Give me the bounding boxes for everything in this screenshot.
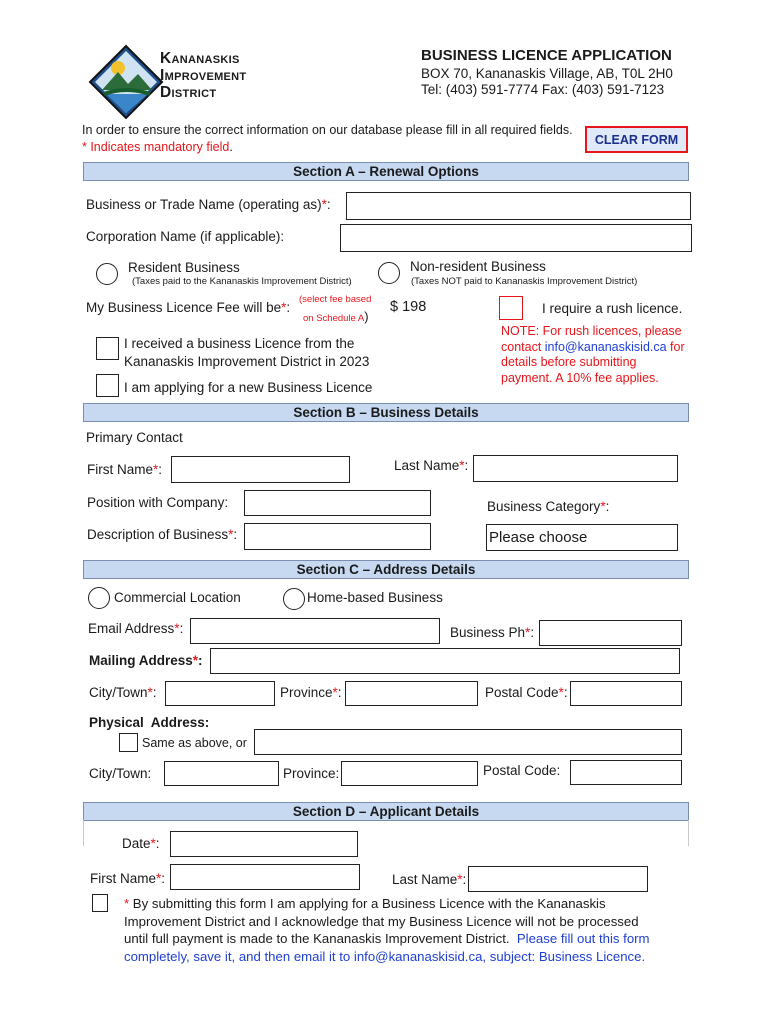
received-licence-checkbox[interactable] [96, 337, 119, 360]
required-asterisk: * [459, 458, 465, 473]
applicant-last-name-label-text: Last Name [392, 872, 458, 887]
date-label: Date*: [122, 836, 160, 851]
last-name-label: Last Name*: [394, 458, 469, 473]
fee-note-2: on Schedule A) [303, 309, 369, 324]
received-licence-label [124, 335, 369, 371]
fee-value: $ 198 [390, 299, 427, 315]
rush-note-line-1: NOTE: For rush licences, please [501, 324, 682, 338]
section-a-header: Section A – Renewal Options [83, 162, 689, 181]
postal-code-label: Postal Code*: [485, 685, 568, 700]
applicant-last-name-input[interactable] [468, 866, 648, 892]
required-asterisk: * [525, 625, 531, 640]
province-label-text: Province [280, 685, 333, 700]
home-based-label: Home-based Business [307, 590, 443, 605]
fee-label-text: My Business Licence Fee will be [86, 300, 282, 315]
section-d-header: Section D – Applicant Details [83, 802, 689, 821]
commercial-radio[interactable] [88, 587, 110, 609]
rush-note-email-link[interactable]: info@kananaskisid.ca [544, 339, 667, 354]
rush-note-line-3: details before submitting [501, 355, 637, 369]
position-label: Position with Company: [87, 495, 229, 510]
required-asterisk: * [600, 499, 606, 514]
category-label-text: Business Category [487, 499, 601, 514]
province-input[interactable] [345, 681, 478, 706]
email-label: Email Address*: [88, 621, 184, 636]
description-label: Description of Business*: [87, 527, 238, 542]
city-input[interactable] [165, 681, 275, 706]
first-name-label: First Name*: [87, 462, 163, 477]
postal-code-input[interactable] [570, 681, 682, 706]
business-name-input[interactable] [346, 192, 691, 220]
postal-code2-label: Postal Code: [483, 763, 561, 778]
mandatory-note-dot: . [229, 140, 233, 154]
declaration-line-2: Improvement District and I acknowledge that my Business Licence will not be processed [124, 913, 639, 929]
nonresident-label: Non-resident Business [410, 259, 546, 274]
corp-name-input[interactable] [340, 224, 692, 252]
category-label: Business Category*: [487, 499, 610, 514]
commercial-label: Commercial Location [114, 590, 241, 605]
resident-label: Resident Business [128, 260, 240, 275]
business-category-value: Please choose [489, 529, 588, 546]
first-name-input[interactable] [171, 456, 350, 483]
nonresident-note: (Taxes NOT paid to Kananaskis Improvement District) [411, 276, 638, 287]
first-name-label-text: First Name [87, 462, 154, 477]
postal-code2-input[interactable] [570, 760, 682, 785]
resident-note: (Taxes paid to the Kananaskis Improvement District) [132, 276, 352, 287]
received-licence-line-1: I received a business Licence from the [124, 336, 355, 351]
required-asterisk: * [332, 685, 338, 700]
declaration-text [124, 895, 650, 965]
corp-name-label: Corporation Name (if applicable): [86, 229, 285, 244]
last-name-input[interactable] [473, 455, 678, 482]
form-title: BUSINESS LICENCE APPLICATION [421, 47, 672, 64]
business-category-select[interactable] [486, 524, 678, 551]
applicant-last-name-label: Last Name*: [392, 872, 467, 887]
new-licence-checkbox[interactable] [96, 374, 119, 397]
province2-label: Province: [283, 766, 340, 781]
mailing-address-label-text: Mailing Address [89, 653, 193, 668]
logo [88, 44, 270, 120]
header-address: BOX 70, Kananaskis Village, AB, T0L 2H0 [421, 66, 673, 81]
required-asterisk: * [558, 685, 564, 700]
declaration-line-1-text: By submitting this form I am applying for a Business Licence with the Kananaskis [132, 896, 606, 911]
new-licence-label: I am applying for a new Business Licence [124, 380, 373, 395]
resident-radio[interactable] [96, 263, 118, 285]
city2-label: City/Town: [89, 766, 152, 781]
description-label-text: Description of Business [87, 527, 229, 542]
section-c-header: Section C – Address Details [83, 560, 689, 579]
same-as-above-label: Same as above, or [142, 736, 247, 750]
province-label: Province*: [280, 685, 342, 700]
clear-form-button[interactable]: CLEAR FORM [585, 126, 688, 153]
city-label-text: City/Town [89, 685, 148, 700]
declaration-line-3 [124, 930, 650, 948]
rush-checkbox[interactable] [499, 296, 523, 320]
mailing-address-input[interactable] [210, 648, 680, 674]
mandatory-note [82, 140, 233, 154]
description-input[interactable] [244, 523, 431, 550]
rush-note-contact: contact [501, 339, 545, 354]
city2-input[interactable] [164, 761, 279, 786]
same-as-above-checkbox[interactable] [119, 733, 138, 752]
physical-address-label: Physical Address: [89, 715, 210, 730]
business-phone-label: Business Ph*: [450, 625, 535, 640]
email-input[interactable] [190, 618, 440, 644]
business-phone-label-text: Business Ph [450, 625, 526, 640]
applicant-first-name-input[interactable] [170, 864, 360, 890]
logo-line-3: District [160, 84, 217, 101]
rush-note-for: for [666, 339, 685, 354]
rush-note-line-4: payment. A 10% fee applies. [501, 370, 659, 385]
required-asterisk: * [156, 871, 162, 886]
instruction-line-3: Please fill out this form [516, 931, 650, 946]
logo-text [160, 50, 246, 101]
position-input[interactable] [244, 490, 431, 516]
fee-note-2-text: on Schedule A [303, 313, 365, 324]
physical-address-input[interactable] [254, 729, 682, 755]
date-label-text: Date [122, 836, 151, 851]
mandatory-note-text: * Indicates mandatory field [82, 140, 230, 154]
email-label-text: Email Address [88, 621, 175, 636]
required-asterisk: * [192, 653, 199, 668]
required-asterisk: * [153, 462, 159, 477]
logo-line-2: Improvement [160, 67, 247, 84]
required-asterisk: * [174, 621, 180, 636]
date-input[interactable] [170, 831, 358, 857]
logo-diamond-icon [88, 44, 164, 120]
required-asterisk: * [147, 685, 153, 700]
business-name-label-text: Business or Trade Name (operating as) [86, 197, 322, 212]
business-name-label: Business or Trade Name (operating as)*: [86, 197, 331, 212]
rush-note-line-2 [501, 340, 685, 356]
header-phone: Tel: (403) 591-7774 Fax: (403) 591-7123 [421, 82, 665, 97]
required-asterisk: * [124, 896, 133, 911]
received-licence-line-2: Kananaskis Improvement District in 2023 [124, 354, 370, 369]
fee-note-1: (select fee based [299, 294, 372, 305]
rush-note [501, 324, 685, 386]
instruction-line-4: completely, save it, and then email it to info@kananaskisid.ca, subject: Business Licence. [124, 948, 646, 964]
declaration-checkbox[interactable] [92, 894, 108, 912]
nonresident-radio[interactable] [378, 262, 400, 284]
applicant-first-name-label-text: First Name [90, 871, 157, 886]
required-asterisk: * [228, 527, 234, 542]
declaration-line-3-text: until full payment is made to the Kananaskis Improvement District. [124, 931, 510, 946]
required-asterisk: * [457, 872, 463, 887]
mailing-address-label: Mailing Address*: [89, 653, 203, 668]
rush-label: I require a rush licence. [542, 301, 683, 316]
required-asterisk: * [150, 836, 156, 851]
fee-label: My Business Licence Fee will be*: [86, 300, 291, 315]
intro-text: In order to ensure the correct information on our database please fill in all required fields. [82, 123, 573, 137]
province2-input[interactable] [341, 761, 478, 786]
last-name-label-text: Last Name [394, 458, 460, 473]
required-asterisk: * [281, 300, 287, 315]
applicant-first-name-label: First Name*: [90, 871, 166, 886]
postal-code-label-text: Postal Code [485, 685, 559, 700]
primary-contact-label: Primary Contact [86, 430, 183, 445]
city-label: City/Town*: [89, 685, 157, 700]
logo-line-1: Kananaskis [160, 50, 240, 67]
declaration-line-1 [124, 895, 650, 913]
section-b-header: Section B – Business Details [83, 403, 689, 422]
business-phone-input[interactable] [539, 620, 682, 646]
required-asterisk: * [321, 197, 327, 212]
home-based-radio[interactable] [283, 588, 305, 610]
